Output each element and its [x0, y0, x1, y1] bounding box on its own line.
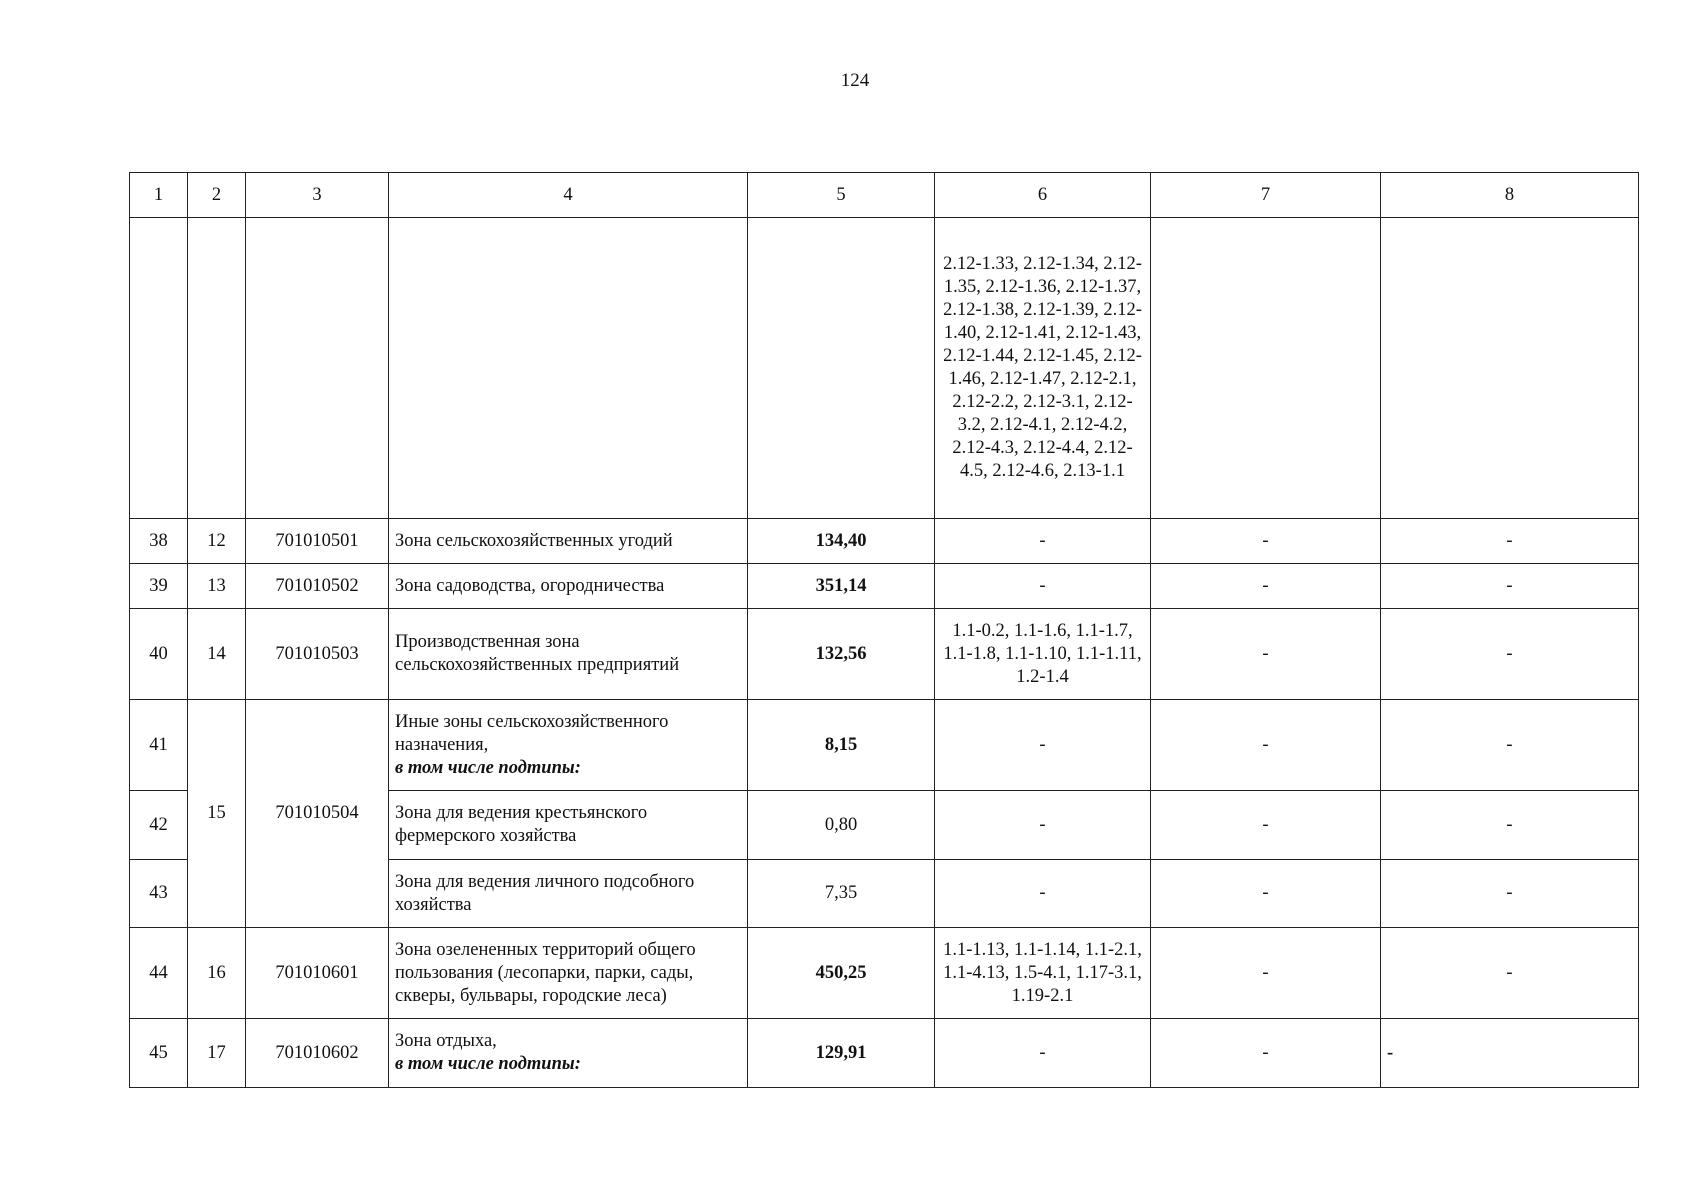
cell-area: 351,14 — [748, 564, 935, 609]
cell-empty — [1381, 218, 1639, 519]
cell-col8: - — [1381, 700, 1639, 791]
cell-row-number: 38 — [130, 519, 188, 564]
cell-zone-number: 13 — [188, 564, 246, 609]
table-row — [130, 609, 1639, 700]
cell-zone-code: 701010601 — [246, 928, 389, 1019]
cell-zone-name: Зона озелененных территорий общего пользования (лесопарки, парки, сады, скверы, бульвары, городские леса) — [389, 928, 748, 1019]
cell-empty — [130, 218, 188, 519]
column-header-4: 4 — [389, 173, 748, 218]
cell-col7: - — [1151, 928, 1381, 1019]
cell-area: 450,25 — [748, 928, 935, 1019]
cell-row-number: 40 — [130, 609, 188, 700]
continuation-row — [130, 218, 1639, 519]
cell-row-number: 41 — [130, 700, 188, 791]
page-number: 124 — [840, 70, 870, 91]
cell-row-number: 42 — [130, 791, 188, 860]
cell-zone-number: 15 — [188, 700, 246, 928]
cell-empty — [1151, 218, 1381, 519]
cell-area: 129,91 — [748, 1019, 935, 1088]
column-header-1: 1 — [130, 173, 188, 218]
subtypes-note: в том числе подтипы: — [395, 1054, 581, 1074]
cell-area: 132,56 — [748, 609, 935, 700]
cell-restrictions: - — [935, 700, 1151, 791]
cell-row-number: 45 — [130, 1019, 188, 1088]
cell-zone-name: Производственная зона сельскохозяйственных предприятий — [389, 609, 748, 700]
cell-zone-number: 14 — [188, 609, 246, 700]
cell-col8: - — [1381, 564, 1639, 609]
cell-area: 134,40 — [748, 519, 935, 564]
column-header-6: 6 — [935, 173, 1151, 218]
zone-name-text: Иные зоны сельскохозяйственного назначения, — [395, 711, 669, 755]
cell-restrictions: - — [935, 1019, 1151, 1088]
cell-col7: - — [1151, 519, 1381, 564]
cell-zone-name — [389, 700, 748, 791]
cell-restrictions: - — [935, 791, 1151, 860]
zone-name-text: Зона отдыха, — [395, 1031, 497, 1051]
cell-restrictions: 1.1-1.13, 1.1-1.14, 1.1-2.1, 1.1-4.13, 1.5-4.1, 1.17-3.1, 1.19-2.1 — [935, 928, 1151, 1019]
table-row — [130, 1019, 1639, 1088]
cell-area: 8,15 — [748, 700, 935, 791]
column-header-2: 2 — [188, 173, 246, 218]
cell-restrictions: 2.12-1.33, 2.12-1.34, 2.12-1.35, 2.12-1.36, 2.12-1.37, 2.12-1.38, 2.12-1.39, 2.12-1.40, 2.12-1.41, 2.12-1.43, 2.12-1.44, 2.12-1.45, 2.12-1.46, 2.12-1.47, 2.12-2.1, 2.12-2.2, 2.12-3.1, 2.12-3.2, 2.12-4.1, 2.12-4.2, 2.12-4.3, 2.12-4.4, 2.12-4.5, 2.12-4.6, 2.13-1.1 — [935, 218, 1151, 519]
cell-col7: - — [1151, 700, 1381, 791]
cell-col8: - — [1381, 519, 1639, 564]
cell-area: 0,80 — [748, 791, 935, 860]
cell-zone-name: Зона для ведения крестьянского фермерского хозяйства — [389, 791, 748, 860]
column-number-row — [130, 173, 1639, 218]
cell-zone-name — [389, 1019, 748, 1088]
cell-col7: - — [1151, 791, 1381, 860]
cell-zone-name: Зона садоводства, огородничества — [389, 564, 748, 609]
cell-row-number: 44 — [130, 928, 188, 1019]
column-header-3: 3 — [246, 173, 389, 218]
subtypes-note: в том числе подтипы: — [395, 757, 581, 778]
cell-col7: - — [1151, 1019, 1381, 1088]
cell-col8: - — [1381, 791, 1639, 860]
cell-zone-code: 701010502 — [246, 564, 389, 609]
column-header-8: 8 — [1381, 173, 1639, 218]
table-row — [130, 928, 1639, 1019]
cell-empty — [748, 218, 935, 519]
cell-zone-name: Зона для ведения личного подсобного хозяйства — [389, 860, 748, 928]
cell-area: 7,35 — [748, 860, 935, 928]
cell-zone-code: 701010602 — [246, 1019, 389, 1088]
cell-col8: - — [1381, 1019, 1639, 1088]
cell-zone-number: 16 — [188, 928, 246, 1019]
cell-restrictions: 1.1-0.2, 1.1-1.6, 1.1-1.7, 1.1-1.8, 1.1-1.10, 1.1-1.11, 1.2-1.4 — [935, 609, 1151, 700]
cell-row-number: 43 — [130, 860, 188, 928]
cell-empty — [389, 218, 748, 519]
cell-zone-code: 701010501 — [246, 519, 389, 564]
cell-col8: - — [1381, 860, 1639, 928]
cell-restrictions: - — [935, 860, 1151, 928]
cell-zone-code: 701010503 — [246, 609, 389, 700]
table-row — [130, 519, 1639, 564]
cell-zone-number: 17 — [188, 1019, 246, 1088]
cell-empty — [246, 218, 389, 519]
cell-zone-number: 12 — [188, 519, 246, 564]
cell-zone-code: 701010504 — [246, 700, 389, 928]
cell-empty — [188, 218, 246, 519]
cell-col7: - — [1151, 860, 1381, 928]
table-row — [130, 564, 1639, 609]
cell-col7: - — [1151, 564, 1381, 609]
table-row — [130, 700, 1639, 791]
cell-restrictions: - — [935, 564, 1151, 609]
cell-col7: - — [1151, 609, 1381, 700]
column-header-7: 7 — [1151, 173, 1381, 218]
zones-table — [129, 172, 1639, 1088]
cell-col8: - — [1381, 928, 1639, 1019]
cell-restrictions: - — [935, 519, 1151, 564]
cell-col8: - — [1381, 609, 1639, 700]
column-header-5: 5 — [748, 173, 935, 218]
cell-row-number: 39 — [130, 564, 188, 609]
cell-zone-name: Зона сельскохозяйственных угодий — [389, 519, 748, 564]
